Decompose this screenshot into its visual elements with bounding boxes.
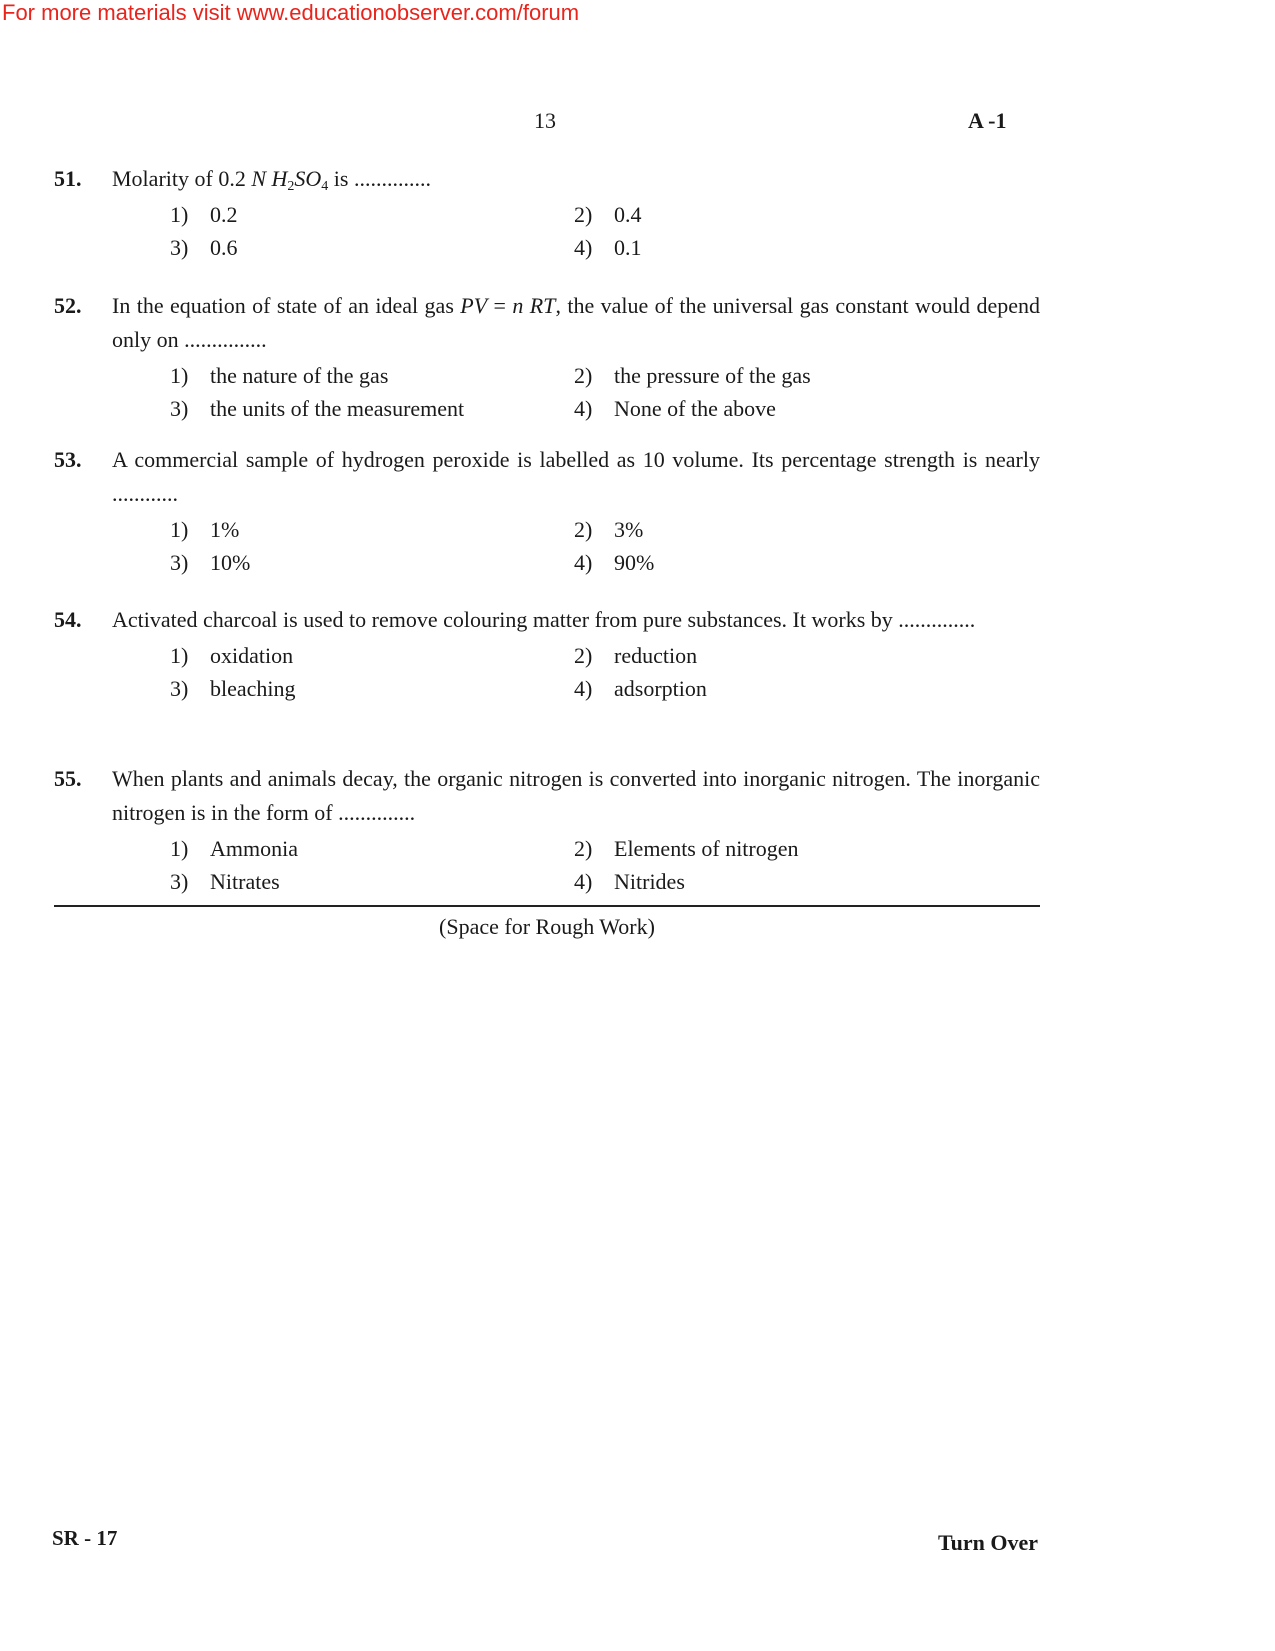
question-54	[54, 603, 1040, 701]
question-text: Molarity of 0.2 N $H_2SO_4$ is ..............	[112, 166, 431, 194]
source-banner: For more materials visit www.educationobserver.com/forum	[2, 0, 580, 25]
option-3: 3) 10%	[170, 550, 251, 575]
question-number: 53.	[54, 447, 82, 472]
question-51	[54, 162, 1040, 260]
question-number: 52.	[54, 293, 82, 318]
paper-code: A -1	[968, 108, 1007, 133]
option-2: 2) Elements of nitrogen	[574, 836, 799, 861]
option-1: 1) Ammonia	[170, 836, 298, 861]
option-1: 1) 1%	[170, 517, 240, 542]
option-2: 2) 0.4	[574, 202, 642, 227]
divider-line	[54, 905, 1040, 907]
option-2: 2) reduction	[574, 643, 698, 668]
question-text: A commercial sample of hydrogen peroxide is labelled as 10 volume. Its percentage strength is nearly ............	[112, 447, 1040, 506]
option-3: 3) bleaching	[170, 676, 296, 701]
option-4: 4) 90%	[574, 550, 655, 575]
option-3: 3) the units of the measurement	[170, 396, 465, 421]
question-text: In the equation of state of an ideal gas PV = n RT, the value of the universal gas constant would depend only on ...............	[112, 293, 1040, 352]
option-3: 3) 0.6	[170, 235, 238, 260]
page-number: 13	[534, 108, 556, 133]
question-number: 51.	[54, 166, 82, 191]
option-3: 3) Nitrates	[170, 869, 280, 894]
option-2: 2) the pressure of the gas	[574, 363, 811, 388]
footer-code: SR - 17	[52, 1526, 118, 1550]
option-1: 1) 0.2	[170, 202, 238, 227]
question-text: Activated charcoal is used to remove colouring matter from pure substances. It works by ..............	[112, 607, 976, 632]
turn-over-label: Turn Over	[937, 1530, 1038, 1555]
option-1: 1) the nature of the gas	[170, 363, 389, 388]
option-1: 1) oxidation	[170, 643, 294, 668]
option-4: 4) adsorption	[574, 676, 707, 701]
question-53	[54, 443, 1040, 575]
question-number: 55.	[54, 766, 82, 791]
question-number: 54.	[54, 607, 82, 632]
rough-work-label: (Space for Rough Work)	[439, 914, 655, 939]
option-2: 2) 3%	[574, 517, 644, 542]
question-52	[54, 289, 1040, 421]
question-text: When plants and animals decay, the organic nitrogen is converted into inorganic nitrogen. The inorganic nitrogen is in the form of ..............	[112, 766, 1040, 825]
option-4: 4) Nitrides	[574, 869, 685, 894]
option-4: 4) 0.1	[574, 235, 642, 260]
question-55	[54, 762, 1040, 894]
option-4: 4) None of the above	[574, 396, 776, 421]
